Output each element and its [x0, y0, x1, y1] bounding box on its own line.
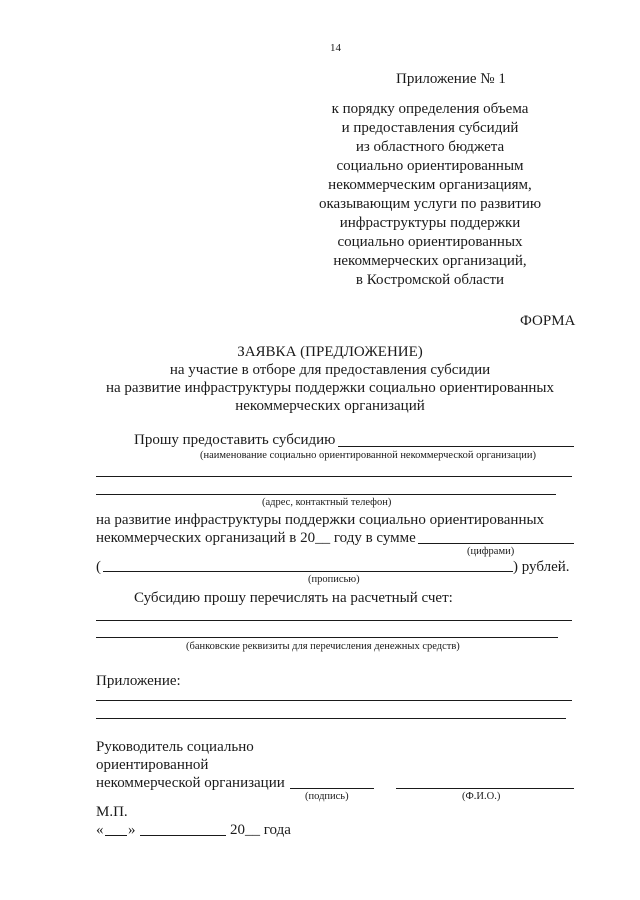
appendix-title: Приложение № 1 [396, 71, 506, 87]
bank-details-field[interactable] [96, 620, 572, 621]
date-day-field[interactable] [105, 835, 127, 836]
date-quote-close: » [128, 822, 136, 838]
head-title-line-1: Руководитель социально [96, 739, 254, 755]
org-name-field-2[interactable] [96, 476, 572, 477]
heading-line: некоммерческих организаций [235, 398, 425, 414]
address-field[interactable] [96, 494, 556, 495]
head-title-line-2: ориентированной [96, 757, 209, 773]
words-caption: (прописью) [308, 574, 360, 585]
form-label: ФОРМА [520, 313, 576, 329]
bank-caption: (банковские реквизиты для перечисления денежных средств) [186, 641, 460, 652]
address-caption: (адрес, контактный телефон) [262, 497, 392, 508]
heading-line: на развитие инфраструктуры поддержки социально ориентированных [105, 380, 555, 396]
attachment-field-2[interactable] [96, 718, 566, 719]
appendix-line: оказывающим услуги по развитию [318, 196, 542, 212]
signature-field[interactable] [290, 788, 374, 789]
fio-field[interactable] [396, 788, 574, 789]
date-year: 20__ года [230, 822, 291, 838]
open-paren: ( [96, 559, 101, 575]
date-month-field[interactable] [140, 835, 226, 836]
fio-caption: (Ф.И.О.) [462, 791, 501, 802]
appendix-line: к порядку определения объема [331, 101, 529, 117]
purpose-line-2: некоммерческих организаций в 20__ году в сумме [96, 530, 416, 546]
attachment-label: Приложение: [96, 673, 181, 689]
bank-details-field-2[interactable] [96, 637, 558, 638]
amount-digits-field[interactable] [418, 543, 574, 544]
stamp-label: М.П. [96, 804, 128, 820]
date-quote-open: « [96, 822, 104, 838]
appendix-text [300, 100, 560, 290]
purpose-line-1: на развитие инфраструктуры поддержки социально ориентированных [96, 512, 545, 528]
application-heading [80, 343, 580, 415]
attachment-field[interactable] [96, 700, 572, 701]
application-title: ЗАЯВКА (ПРЕДЛОЖЕНИЕ) [237, 344, 423, 360]
page-number: 14 [330, 42, 341, 54]
heading-line: на участие в отборе для предоставления субсидии [169, 362, 491, 378]
head-title-line-3: некоммерческой организации [96, 775, 285, 791]
appendix-line: социально ориентированных [337, 234, 523, 250]
amount-words-field[interactable] [103, 571, 513, 572]
appendix-line: инфраструктуры поддержки [339, 215, 521, 231]
transfer-text: Субсидию прошу перечислять на расчетный счет: [134, 590, 453, 606]
request-text: Прошу предоставить субсидию [134, 432, 336, 448]
appendix-line: из областного бюджета [355, 139, 505, 155]
signature-caption: (подпись) [305, 791, 349, 802]
appendix-line: некоммерческих организаций, [333, 253, 527, 269]
digits-caption: (цифрами) [467, 546, 515, 557]
appendix-line: некоммерческим организациям, [328, 177, 532, 193]
org-name-field[interactable] [338, 446, 574, 447]
appendix-line: социально ориентированным [336, 158, 524, 174]
org-name-caption: (наименование социально ориентированной некоммерческой организации) [200, 450, 536, 461]
appendix-line: и предоставления субсидий [341, 120, 519, 136]
appendix-line: в Костромской области [355, 272, 505, 288]
close-rubles: ) рублей. [513, 559, 570, 575]
